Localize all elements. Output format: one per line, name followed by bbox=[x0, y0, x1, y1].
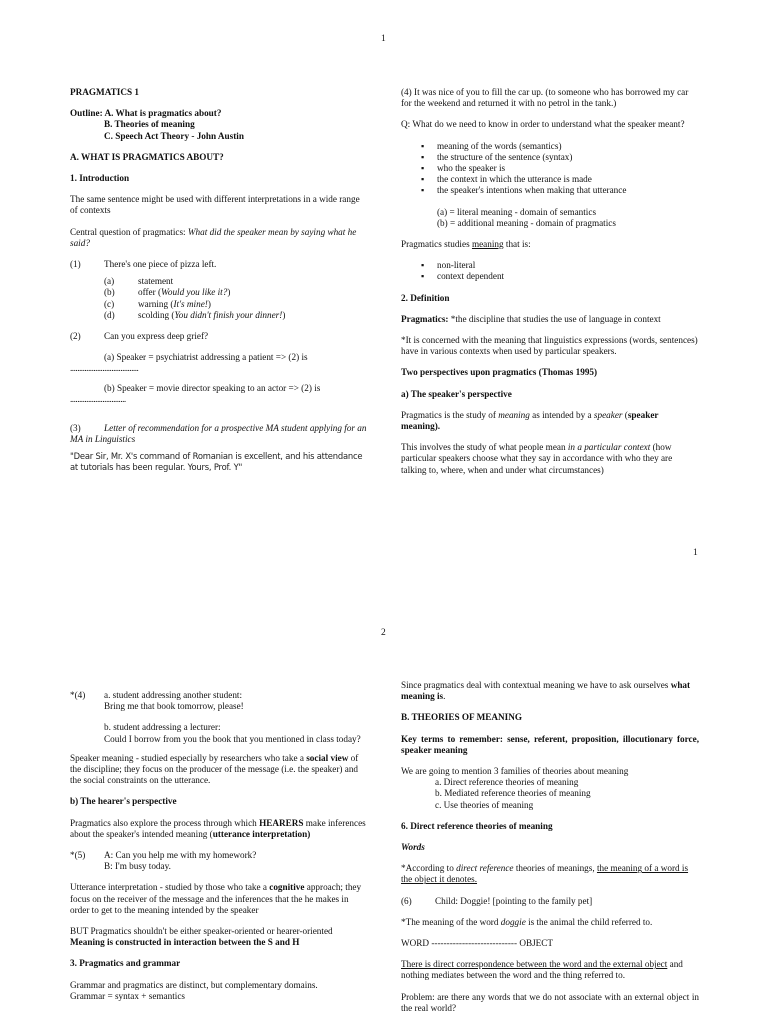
meaning-properties-list bbox=[401, 260, 699, 282]
page2-right-column bbox=[401, 680, 699, 1024]
grammar-paragraph: Grammar and pragmatics are distinct, but complementary domains. Grammar = syntax + semantics bbox=[70, 979, 318, 1001]
example-4-b-utterance: Could I borrow from you the book that you mentioned in class today? bbox=[104, 733, 361, 744]
reading-item: (d) scolding (You didn't finish your dinner!) bbox=[104, 309, 286, 320]
outline-c: C. Speech Act Theory - John Austin bbox=[104, 130, 244, 141]
speaker-meaning-paragraph: Pragmatics is the study of meaning as intended by a speaker (speaker meaning). bbox=[401, 409, 659, 432]
reading-item: (c) warning (It's mine!) bbox=[104, 298, 211, 309]
list-item: ▪ the structure of the sentence (syntax) bbox=[421, 152, 699, 163]
example-5: *(5) A: Can you help me with my homework? B: I'm busy today. bbox=[70, 850, 368, 872]
literal-meaning: (a) = literal meaning - domain of semantics bbox=[437, 206, 597, 217]
page2-left-column bbox=[70, 690, 368, 1002]
outline-a: Outline: A. What is pragmatics about? bbox=[70, 108, 222, 119]
since-paragraph: Since pragmatics deal with contextual meaning we have to ask ourselves what meaning is. bbox=[401, 680, 691, 702]
section-a-heading: A. WHAT IS PRAGMATICS ABOUT? bbox=[70, 151, 224, 162]
outline-b: B. Theories of meaning bbox=[104, 119, 195, 130]
list-item: ▪ the speaker's intentions when making that utterance bbox=[421, 185, 699, 196]
central-question: Central question of pragmatics: What did the speaker mean by saying what he said? bbox=[70, 226, 357, 248]
reading-item: (a) statement bbox=[104, 276, 174, 287]
direct-reference-heading: 6. Direct reference theories of meaning bbox=[401, 820, 553, 831]
concerned-paragraph: *It is concerned with the meaning that linguistics expressions (words, sentences) have in various contexts when used by particular speakers. bbox=[401, 335, 698, 357]
word-object-diagram: WORD ---------------------------- OBJECT bbox=[401, 938, 554, 949]
doc-title: PRAGMATICS 1 bbox=[70, 87, 139, 97]
hearer-paragraph: Pragmatics also explore the process through which HEARERS make inferences about the speaker's intended meaning (utterance interpretation) bbox=[70, 817, 366, 839]
example-4-a: a. student addressing another student: bbox=[104, 690, 243, 700]
list-item: ▪ the context in which the utterance is made bbox=[421, 174, 699, 185]
pragmatics-grammar-heading: 3. Pragmatics and grammar bbox=[70, 958, 181, 969]
list-item: a. Direct reference theories of meaning bbox=[435, 777, 579, 788]
example-2: (2) Can you express deep grief? bbox=[70, 331, 209, 342]
example-2-a-blank: ...................................... bbox=[70, 363, 139, 374]
example-1: (1) There's one piece of pizza left. bbox=[70, 259, 217, 270]
theories-heading: B. THEORIES OF MEANING bbox=[401, 712, 522, 723]
example-3: (3) Letter of recommendation for a prospective MA student applying for an MA in Linguistics bbox=[70, 423, 367, 445]
utterance-interpretation: Utterance interpretation - studied by those who take a cognitive approach; they focus on the receiver of the message and the inferences that the he makes in order to get to the meaning intended by the speaker bbox=[70, 882, 362, 915]
list-item: ▪ non-literal bbox=[421, 260, 699, 271]
according-paragraph: *According to direct reference theories of meanings, the meaning of a word is the object it denotes. bbox=[401, 863, 689, 885]
speaker-meaning-social: Speaker meaning - studied especially by researchers who take a social view of the discipline; they focus on the producer of the message (i.e. the speaker) and the social constraints on the utterance. bbox=[70, 752, 359, 786]
list-item: ▪ meaning of the words (semantics) bbox=[421, 141, 699, 152]
intro-paragraph: The same sentence might be used with different interpretations in a wide range of contexts bbox=[70, 194, 360, 216]
question-what-to-know: Q: What do we need to know in order to understand what the speaker meant? bbox=[401, 119, 685, 130]
two-perspectives-heading: Two perspectives upon pragmatics (Thomas 1995) bbox=[401, 367, 598, 378]
page-number-bottom: 1 bbox=[693, 548, 698, 558]
example-4-addressing: *(4) a. student addressing another student: Bring me that book tomorrow, please! b. student addressing a lecturer: Could I borrow from you the book that you mentioned in class today? bbox=[70, 690, 368, 745]
hearer-perspective-heading: b) The hearer's perspective bbox=[70, 796, 177, 807]
involves-paragraph: This involves the study of what people mean in a particular context (how particular speakers choose what they say in accordance with who they are talking to, where, when and under what circumstances) bbox=[401, 442, 673, 475]
example-2-b: (b) Speaker = movie director speaking to an actor => (2) is bbox=[104, 382, 321, 393]
example-2-a: (a) Speaker = psychiatrist addressing a patient => (2) is bbox=[104, 352, 308, 363]
speaker-perspective-heading: a) The speaker's perspective bbox=[401, 388, 512, 399]
example-6: (6) Child: Doggie! [pointing to the family pet] bbox=[401, 895, 593, 906]
families-paragraph: We are going to mention 3 families of theories about meaning a. Direct reference theories of meaning b. Mediated reference theories of meaning c. Use theories of meaning bbox=[401, 766, 699, 811]
knowledge-list bbox=[401, 141, 699, 197]
list-item: ▪ context dependent bbox=[421, 271, 699, 282]
example-5-b: B: I'm busy today. bbox=[104, 861, 171, 872]
key-terms: Key terms to remember: sense, referent, proposition, illocutionary force, speaker meaning bbox=[401, 733, 699, 755]
definition: Pragmatics: *the discipline that studies the use of language in context bbox=[401, 313, 661, 324]
intro-heading: 1. Introduction bbox=[70, 173, 130, 184]
list-item: b. Mediated reference theories of meaning bbox=[435, 788, 591, 799]
additional-meaning: (b) = additional meaning - domain of pragmatics bbox=[437, 217, 616, 228]
list-item: ▪ who the speaker is bbox=[421, 163, 699, 174]
example-5-a: A: Can you help me with my homework? bbox=[104, 850, 257, 861]
page-2 bbox=[0, 580, 768, 1024]
example-4-b: b. student addressing a lecturer: bbox=[104, 722, 221, 733]
recommendation-letter: "Dear Sir, Mr. X's command of Romanian is excellent, and his attendance at tutorials has been regular. Yours, Prof. Y" bbox=[70, 451, 363, 473]
page-number-top: 2 bbox=[381, 628, 386, 638]
words-heading: Words bbox=[401, 842, 425, 853]
example-1-readings bbox=[70, 276, 368, 321]
doggie-paragraph: *The meaning of the word doggie is the animal the child referred to. bbox=[401, 916, 653, 927]
pragmatics-studies: Pragmatics studies meaning that is: bbox=[401, 239, 531, 250]
definition-heading: 2. Definition bbox=[401, 292, 450, 303]
reading-item: (b) offer (Would you like it?) bbox=[104, 287, 231, 298]
page-number-top: 1 bbox=[381, 34, 386, 44]
page1-left-column bbox=[70, 87, 368, 473]
outline bbox=[70, 108, 368, 142]
but-paragraph: BUT Pragmatics shouldn't be either speaker-oriented or hearer-oriented Meaning is constructed in interaction between the S and H bbox=[70, 926, 333, 948]
example-4-car: (4) It was nice of you to fill the car up. (to someone who has borrowed my car for the weekend and returned it with no petrol in the tank.) bbox=[401, 87, 689, 109]
problem-paragraph: Problem: are there any words that we do not associate with an external object in the real world? bbox=[401, 991, 699, 1013]
page1-right-column bbox=[401, 87, 699, 486]
meaning-types bbox=[437, 207, 699, 229]
correspondence-paragraph: There is direct correspondence between the word and the external object and nothing mediates between the word and the thing referred to. bbox=[401, 959, 683, 981]
list-item: c. Use theories of meaning bbox=[435, 799, 534, 810]
example-2-b-blank: ............................... bbox=[70, 393, 126, 404]
example-4-a-utterance: Bring me that book tomorrow, please! bbox=[104, 701, 244, 712]
